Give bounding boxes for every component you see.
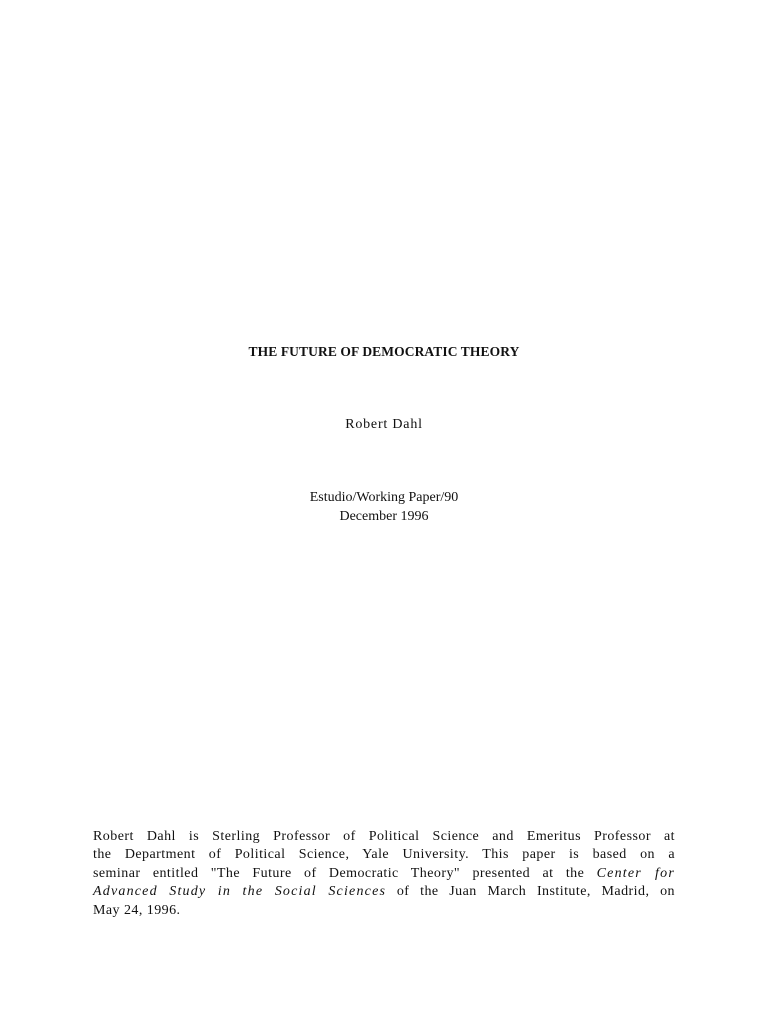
note-text-1: Robert Dahl is Sterling Professor of Political Science and Emeritus Professor at: [93, 829, 675, 844]
note-text-3: seminar entitled "The Future of Democratic Theory" presented at the: [93, 865, 597, 881]
note-text-4: of the Juan March Institute, Madrid, on: [386, 884, 675, 900]
working-paper-number: Estudio/Working Paper/90: [309, 490, 459, 505]
note-line-2: [93, 846, 675, 864]
note-italic-institute: Advanced Study in the Social Sciences: [93, 884, 387, 900]
author-note: [93, 828, 675, 920]
author-name: Robert Dahl: [345, 417, 423, 432]
series-block: [0, 488, 768, 526]
note-text-2: the Department of Political Science, Yale University. This paper is based on a: [93, 847, 675, 863]
note-line-4: [93, 883, 675, 901]
note-text-5: May 24, 1996.: [93, 902, 181, 918]
paper-title: THE FUTURE OF DEMOCRATIC THEORY: [248, 344, 520, 359]
note-italic-center: Center for: [596, 865, 675, 881]
note-line-1: [93, 828, 675, 846]
note-line-3: [93, 865, 675, 883]
publication-date: December 1996: [339, 509, 429, 524]
note-line-5: [93, 902, 675, 920]
